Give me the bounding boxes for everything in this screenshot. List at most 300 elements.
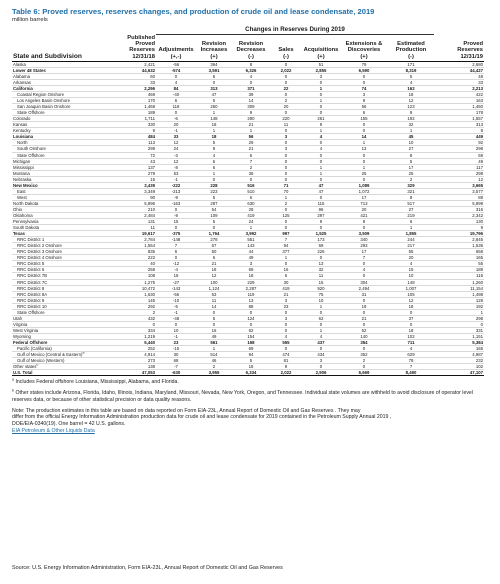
table-cell: 331 — [434, 327, 484, 333]
table-cell: 217 — [388, 243, 434, 249]
table-cell: 12 — [156, 140, 196, 146]
table-cell: 20 — [270, 104, 302, 110]
table-cell: 17 — [340, 249, 388, 255]
table-cell: 69 — [302, 243, 340, 249]
row-label: RRC District 7C — [12, 279, 112, 285]
table-cell: 0 — [340, 225, 388, 231]
table-cell: 62 — [232, 327, 270, 333]
table-cell: 11 — [302, 273, 340, 279]
table-cell: 32 — [388, 122, 434, 128]
table-cell: 51 — [302, 61, 340, 67]
table-cell: 0 — [302, 364, 340, 370]
table-cell: 19,796 — [434, 231, 484, 237]
table-cell: 1,711 — [112, 116, 156, 122]
table-cell: -9 — [156, 212, 196, 218]
table-cell: 21 — [270, 291, 302, 297]
table-cell: 54 — [196, 206, 232, 212]
table-cell: 0 — [270, 261, 302, 267]
table-cell: 13 — [232, 297, 270, 303]
table-cell: 75 — [302, 291, 340, 297]
table-cell: 3,955 — [196, 370, 232, 376]
table-cell: 11 — [270, 122, 302, 128]
table-cell: 220 — [270, 116, 302, 122]
table-cell: 2,484 — [112, 212, 156, 218]
table-cell: 0 — [340, 73, 388, 79]
row-label: RRC District 9 — [12, 297, 112, 303]
table-cell: 1,498 — [434, 291, 484, 297]
table-cell: 10,472 — [112, 285, 156, 291]
table-cell: 1 — [232, 225, 270, 231]
reserves-table — [12, 26, 484, 376]
table-cell: 24 — [232, 219, 270, 225]
table-cell: 170 — [112, 98, 156, 104]
table-cell: -6 — [156, 116, 196, 122]
row-label: West Virginia — [12, 327, 112, 333]
table-cell: 44 — [232, 249, 270, 255]
table-cell: 88 — [232, 303, 270, 309]
table-cell: 31 — [340, 291, 388, 297]
table-cell: 6 — [388, 219, 434, 225]
table-cell: 4 — [302, 146, 340, 152]
table-cell: 3,992 — [232, 231, 270, 237]
table-cell: 3,439 — [112, 182, 156, 188]
table-cell: 60 — [112, 73, 156, 79]
table-cell: 0 — [302, 92, 340, 98]
table-cell: 49 — [196, 333, 232, 339]
table-cell: 9 — [434, 225, 484, 231]
table-cell: -163 — [156, 200, 196, 206]
table-cell: 128 — [434, 297, 484, 303]
row-label: East — [12, 188, 112, 194]
table-cell: 510 — [232, 188, 270, 194]
row-label: RRC District 8 — [12, 285, 112, 291]
table-cell: 7 — [388, 364, 434, 370]
row-label: Coastal Region Onshore — [12, 92, 112, 98]
table-cell: 63 — [196, 291, 232, 297]
table-cell: 514 — [196, 352, 232, 358]
row-label: South Onshore — [12, 146, 112, 152]
table-cell: 299 — [112, 146, 156, 152]
column-header: Proved Reserves 12/31/19 — [434, 35, 484, 62]
table-cell: 713 — [340, 200, 388, 206]
column-header: Sales (-) — [270, 35, 302, 62]
table-cell: 143 — [232, 243, 270, 249]
table-cell: 14 — [340, 134, 388, 140]
table-cell: 3 — [340, 92, 388, 98]
table-cell: 33 — [112, 79, 156, 85]
table-cell: 27 — [388, 206, 434, 212]
table-cell: 210 — [112, 206, 156, 212]
table-cell: 2 — [112, 309, 156, 315]
table-cell: 138 — [112, 364, 156, 370]
table-cell: 0 — [270, 140, 302, 146]
table-cell: 313 — [196, 86, 232, 92]
table-cell: 71 — [270, 182, 302, 188]
table-cell: 8 — [388, 194, 434, 200]
table-cell: 0 — [340, 297, 388, 303]
table-cell: 0 — [196, 176, 232, 182]
table-cell: -3 — [156, 152, 196, 158]
row-label: State Offshore — [12, 309, 112, 315]
table-cell: 658 — [434, 249, 484, 255]
table-cell: 0 — [302, 110, 340, 116]
row-label: Other states$^b$ — [12, 364, 112, 370]
row-label: San Joaquin Basin Onshore — [12, 104, 112, 110]
table-cell: 0 — [270, 73, 302, 79]
table-cell: -40 — [156, 92, 196, 98]
table-cell: 8,490 — [388, 370, 434, 376]
table-cell: 0 — [156, 255, 196, 261]
table-cell: 432 — [112, 315, 156, 321]
table-cell: 2,421 — [112, 61, 156, 67]
table-cell: 84 — [156, 86, 196, 92]
table-cell: 3 — [270, 315, 302, 321]
table-cell: 6,590 — [340, 67, 388, 73]
table-cell: 1 — [196, 128, 232, 134]
table-cell: 17 — [340, 194, 388, 200]
table-cell: 0 — [340, 364, 388, 370]
table-cell: 92 — [434, 140, 484, 146]
table-cell: 4 — [302, 333, 340, 339]
table-cell: 273 — [112, 358, 156, 364]
table-cell: 1,007 — [388, 285, 434, 291]
table-cell: 2,784 — [112, 237, 156, 243]
note: Note: The production estimates in this table are based on data reported on Form EIA-23L, Annual Report of Domestic Oil and Gas Reserves . They may differ from the official Energy Information Administration production data for crude oil and lease condensate for 2019 contained in the Petroleum Supply Annual 2019 , DOE/EIA-0340(19). One barrel = 42 U.S. gallons. EIA Petroleum & Other Liquids Data — [12, 407, 392, 435]
row-label: Michigan — [12, 158, 112, 164]
table-cell: 109 — [196, 212, 232, 218]
table-cell: 2,022 — [270, 67, 302, 73]
table-cell: 469 — [112, 92, 156, 98]
row-label: Arkansas — [12, 79, 112, 85]
table-cell: 1 — [434, 309, 484, 315]
table-cell: 10 — [388, 273, 434, 279]
table-cell: 10 — [388, 140, 434, 146]
table-cell: 4,914 — [112, 352, 156, 358]
table-cell: 997 — [270, 231, 302, 237]
table-cell: 36 — [232, 170, 270, 176]
table-cell: 21 — [232, 146, 270, 152]
table-cell: 105 — [388, 291, 434, 297]
table-cell: 1,630 — [112, 291, 156, 297]
table-cell: 145 — [112, 297, 156, 303]
table-cell: 0 — [112, 321, 156, 327]
table-cell: 3 — [270, 297, 302, 303]
table-cell: 11 — [112, 225, 156, 231]
table-cell: 0 — [302, 194, 340, 200]
table-cell: 74 — [340, 86, 388, 92]
table-cell: 12 — [156, 158, 196, 164]
table-cell: 29 — [232, 140, 270, 146]
table-cell: 0 — [156, 225, 196, 231]
table-cell: -48 — [156, 315, 196, 321]
table-cell: 5,440 — [112, 339, 156, 345]
table-cell: -7 — [156, 364, 196, 370]
table-cell: 47,053 — [112, 370, 156, 376]
table-cell: 124 — [232, 315, 270, 321]
table-cell: 1,557 — [434, 116, 484, 122]
table-cell: 94 — [270, 243, 302, 249]
table-cell: -4 — [156, 267, 196, 273]
column-header: Revision Decreases (-) — [232, 35, 270, 62]
row-label: Federal Offshore — [12, 339, 112, 345]
table-cell: 4 — [388, 346, 434, 352]
table-cell: 5 — [196, 194, 232, 200]
table-cell: 0 — [340, 152, 388, 158]
table-cell: 0 — [434, 321, 484, 327]
table-cell: 1 — [302, 128, 340, 134]
row-label: RRC District 1 — [12, 237, 112, 243]
row-label: State Offshore — [12, 152, 112, 158]
table-cell: -27 — [156, 279, 196, 285]
table-cell: 2 — [270, 200, 302, 206]
table-cell: 251 — [302, 116, 340, 122]
table-cell: 192 — [388, 116, 434, 122]
table-cell: 8 — [340, 219, 388, 225]
table-cell: 229 — [232, 279, 270, 285]
table-cell: 33 — [434, 79, 484, 85]
table-cell: 47,107 — [434, 370, 484, 376]
table-cell: 9 — [232, 110, 270, 116]
table-cell: 419 — [270, 285, 302, 291]
table-cell: 23 — [156, 339, 196, 345]
table-cell: 3 — [232, 261, 270, 267]
table-cell: 260 — [196, 104, 232, 110]
table-cell: 17 — [388, 164, 434, 170]
table-cell: 0 — [302, 321, 340, 327]
row-label: Nebraska — [12, 176, 112, 182]
table-cell: -56 — [156, 291, 196, 297]
table-cell: 1 — [302, 98, 340, 104]
table-cell: 189 — [434, 267, 484, 273]
column-header: Estimated Production (-) — [388, 35, 434, 62]
table-cell: 6 — [156, 98, 196, 104]
table-cell: 4 — [156, 79, 196, 85]
table-cell: 7 — [232, 158, 270, 164]
table-cell: 1 — [340, 140, 388, 146]
table-cell: 1,554 — [112, 243, 156, 249]
table-cell: 3,665 — [434, 182, 484, 188]
table-cell: -8 — [156, 164, 196, 170]
table-cell: 50 — [196, 249, 232, 255]
table-cell: 0 — [340, 79, 388, 85]
table-cell: 0 — [340, 273, 388, 279]
table-cell: 27 — [388, 146, 434, 152]
table-cell: 5 — [196, 98, 232, 104]
table-cell: 334 — [112, 327, 156, 333]
table-cell: 10 — [302, 297, 340, 303]
row-label: U.S. Total — [12, 370, 112, 376]
table-cell: 1 — [270, 194, 302, 200]
row-label: Utah — [12, 315, 112, 321]
table-cell: 94 — [232, 352, 270, 358]
table-cell: 0 — [270, 327, 302, 333]
table-cell: 4 — [388, 79, 434, 85]
column-header: Extensions & Discoveries (+) — [340, 35, 388, 62]
table-cell: 1 — [302, 164, 340, 170]
table-cell: 474 — [270, 352, 302, 358]
column-header: Revision Increases (+) — [196, 35, 232, 62]
table-cell: 0 — [340, 346, 388, 352]
table-cell: 96 — [302, 206, 340, 212]
table-cell: 123 — [388, 104, 434, 110]
table-cell: 377 — [270, 249, 302, 255]
table-cell: 68 — [232, 267, 270, 273]
table-cell: 117 — [434, 164, 484, 170]
table-cell: 44,632 — [112, 67, 156, 73]
table-cell: 18 — [196, 267, 232, 273]
table-cell: 920 — [302, 285, 340, 291]
table-cell: 20 — [156, 122, 196, 128]
table-body — [12, 61, 484, 375]
table-cell: 0 — [270, 206, 302, 212]
table-cell: 125 — [270, 212, 302, 218]
table-cell: 0 — [196, 79, 232, 85]
table-cell: 131 — [112, 219, 156, 225]
table-cell: 0 — [270, 309, 302, 315]
table-cell: 6,669 — [340, 370, 388, 376]
group-header-row — [12, 26, 484, 35]
table-cell: 0 — [388, 309, 434, 315]
table-cell: 79 — [340, 61, 388, 67]
table-cell: 2,287 — [232, 285, 270, 291]
table-cell: 178 — [434, 110, 484, 116]
table-cell: 0 — [270, 164, 302, 170]
table-cell: 321 — [388, 188, 434, 194]
source-line: Source: U.S. Energy Information Administration, Form EIA-23L, Annual Report of Domestic Oil and Gas Reserves — [12, 565, 283, 571]
table-cell: 316 — [434, 206, 484, 212]
table-cell: 1,536 — [434, 243, 484, 249]
table-cell: 244 — [388, 237, 434, 243]
table-cell: 21 — [340, 315, 388, 321]
table-cell: 1,072 — [340, 188, 388, 194]
table-cell: -213 — [156, 188, 196, 194]
table-cell: 4 — [340, 267, 388, 273]
table-cell: 9 — [112, 128, 156, 134]
table-cell: 32 — [302, 267, 340, 273]
row-label: Montana — [12, 170, 112, 176]
table-cell: 1 — [302, 327, 340, 333]
table-cell: -5 — [156, 303, 196, 309]
table-cell: 0 — [302, 158, 340, 164]
eia-data-link[interactable]: EIA Petroleum & Other Liquids Data — [12, 428, 95, 435]
row-label: RRC District 5 — [12, 261, 112, 267]
table-cell: 56 — [340, 104, 388, 110]
table-cell: 1 — [302, 170, 340, 176]
table-cell: 12 — [388, 98, 434, 104]
row-label: Alaska — [12, 61, 112, 67]
table-cell: 228 — [196, 182, 232, 188]
row-label: North — [12, 140, 112, 146]
table-cell: 329 — [388, 182, 434, 188]
table-cell: 14 — [232, 98, 270, 104]
table-cell: 18 — [388, 327, 434, 333]
row-label: RRC District 2 Onshore — [12, 243, 112, 249]
table-cell: 226 — [302, 249, 340, 255]
table-cell: 4,987 — [434, 352, 484, 358]
table-cell: 3,577 — [434, 188, 484, 194]
table-cell: 419 — [232, 212, 270, 218]
row-label: State Offshore — [12, 110, 112, 116]
table-cell: 1 — [302, 303, 340, 309]
table-cell: 6 — [270, 273, 302, 279]
table-cell: -143 — [156, 285, 196, 291]
row-label: Texas — [12, 231, 112, 237]
table-cell: -222 — [156, 182, 196, 188]
table-cell: 33 — [156, 134, 196, 140]
table-cell: 192 — [434, 303, 484, 309]
table-cell: 6 — [156, 249, 196, 255]
table-cell: 1,450 — [434, 104, 484, 110]
row-label: Mississippi — [12, 164, 112, 170]
table-cell: 516 — [232, 182, 270, 188]
table-cell: 232 — [434, 358, 484, 364]
table-cell: 108 — [112, 273, 156, 279]
table-cell: 5 — [232, 358, 270, 364]
table-cell: 115 — [302, 200, 340, 206]
row-label: Alabama — [12, 73, 112, 79]
table-cell: 0 — [302, 140, 340, 146]
column-header: Adjustments (+,-) — [156, 35, 196, 62]
table-cell: 0 — [302, 104, 340, 110]
table-cell: 113 — [112, 140, 156, 146]
row-label: Wyoming — [12, 333, 112, 339]
row-label: Gulf of Mexico (Western) — [12, 358, 112, 364]
table-cell: 14 — [196, 303, 232, 309]
row-label: Gulf of Mexico (Central & Eastern)$^a$ — [12, 352, 112, 358]
table-cell: 7 — [156, 243, 196, 249]
table-cell: 0 — [270, 110, 302, 116]
table-cell: 4 — [196, 152, 232, 158]
table-cell: 4 — [232, 73, 270, 79]
table-cell: 6 — [196, 255, 232, 261]
row-label: Oklahoma — [12, 212, 112, 218]
table-cell: 2,906 — [302, 370, 340, 376]
table-cell: 45 — [388, 134, 434, 140]
table-cell: 629 — [388, 352, 434, 358]
table-cell: 354 — [340, 339, 388, 345]
table-cell: 0 — [270, 158, 302, 164]
table-cell: 2,494 — [340, 285, 388, 291]
table-cell: 1 — [340, 164, 388, 170]
table-cell: 70 — [270, 188, 302, 194]
table-cell: 630 — [232, 200, 270, 206]
footnote-a: $^a$ Includes Federal offshore Louisiana, Mississippi, Alabama, and Florida. — [12, 377, 179, 386]
table-cell: 711 — [388, 339, 434, 345]
table-cell: 16 — [270, 267, 302, 273]
table-cell: 8,319 — [388, 67, 434, 73]
table-cell: 0 — [270, 61, 302, 67]
table-cell: 340 — [340, 237, 388, 243]
table-cell: 12 — [388, 297, 434, 303]
table-cell: 12 — [434, 176, 484, 182]
table-cell: 551 — [232, 237, 270, 243]
table-cell: 3 — [302, 358, 340, 364]
table-cell: 24 — [156, 146, 196, 152]
table-cell: 0 — [388, 321, 434, 327]
table-cell: -1 — [156, 128, 196, 134]
table-cell: 2 — [270, 98, 302, 104]
table-cell: 3,591 — [196, 67, 232, 73]
table-cell: 10 — [156, 327, 196, 333]
table-cell: 47 — [196, 92, 232, 98]
table-cell: 0 — [196, 321, 232, 327]
table-cell: 3,349 — [112, 188, 156, 194]
column-header: Published Proved Reserves 12/31/18 — [112, 35, 156, 62]
table-cell: 49 — [232, 255, 270, 261]
table-cell: 53 — [156, 170, 196, 176]
table-cell: 0 — [156, 321, 196, 327]
table-cell: -630 — [156, 370, 196, 376]
